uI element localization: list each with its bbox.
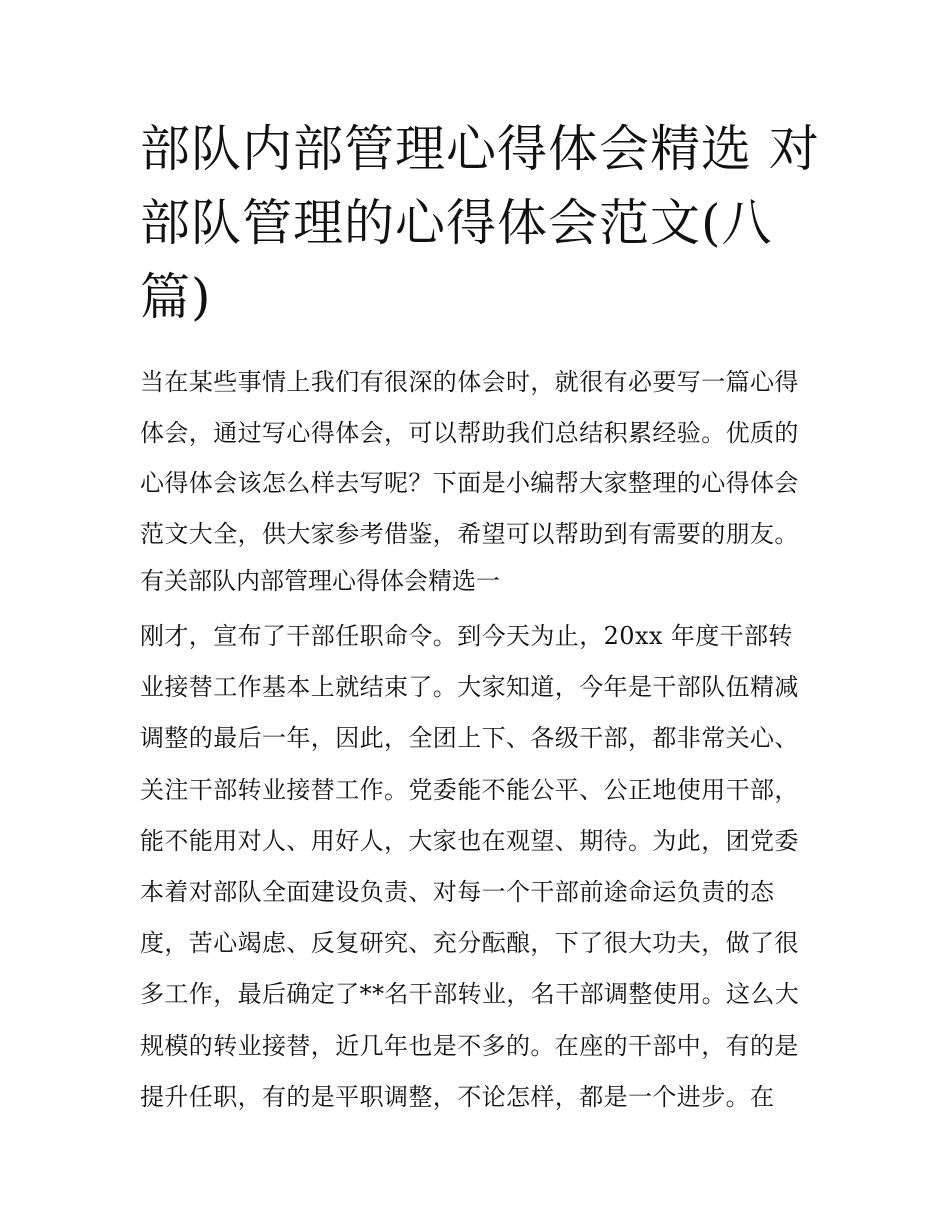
intro-paragraph xyxy=(140,357,820,559)
body-line: 能不能用对人、用好人，大家也在观望、期待。为此，团党委 xyxy=(140,826,799,855)
body-line: 规模的转业接替，近几年也是不多的。在座的干部中，有的是 xyxy=(140,1031,799,1060)
intro-line: 心得体会该怎么样去写呢？下面是小编帮大家整理的心得体会 xyxy=(140,469,799,497)
body-line: 多工作，最后确定了**名干部转业，名干部调整使用。这么大 xyxy=(140,980,800,1009)
body-line: 本着对部队全面建设负责、对每一个干部前途命运负责的态 xyxy=(140,877,775,906)
document-title xyxy=(140,112,820,334)
body-line: 刚才，宣布了干部任职命令。到今天为止，20xx 年度干部转 xyxy=(140,622,793,650)
body-line: 业接替工作基本上就结束了。大家知道，今年是干部队伍精减 xyxy=(140,673,799,702)
body-line: 提升任职，有的是平职调整，不论怎样，都是一个进步。在 xyxy=(140,1082,775,1111)
intro-line: 体会，通过写心得体会，可以帮助我们总结积累经验。优质的 xyxy=(140,418,799,447)
body-line: 调整的最后一年，因此，全团上下、各级干部，都非常关心、 xyxy=(140,724,799,753)
title-line: 部队内部管理心得体会精选 对 xyxy=(140,120,820,178)
body-line: 关注干部转业接替工作。党委能不能公平、公正地使用干部， xyxy=(140,775,799,804)
section-heading: 有关部队内部管理心得体会精选一 xyxy=(140,567,500,595)
intro-line: 范文大全，供大家参考借鉴，希望可以帮助到有需要的朋友。 xyxy=(140,519,799,548)
body-line: 度，苦心竭虑、反复研究、充分酝酿，下了很大功夫，做了很 xyxy=(140,929,799,958)
body-paragraph xyxy=(140,611,820,1123)
title-line: 部队管理的心得体会范文(八 xyxy=(140,194,773,252)
intro-line: 当在某些事情上我们有很深的体会时，就很有必要写一篇心得 xyxy=(140,368,799,396)
title-line: 篇) xyxy=(140,268,212,326)
